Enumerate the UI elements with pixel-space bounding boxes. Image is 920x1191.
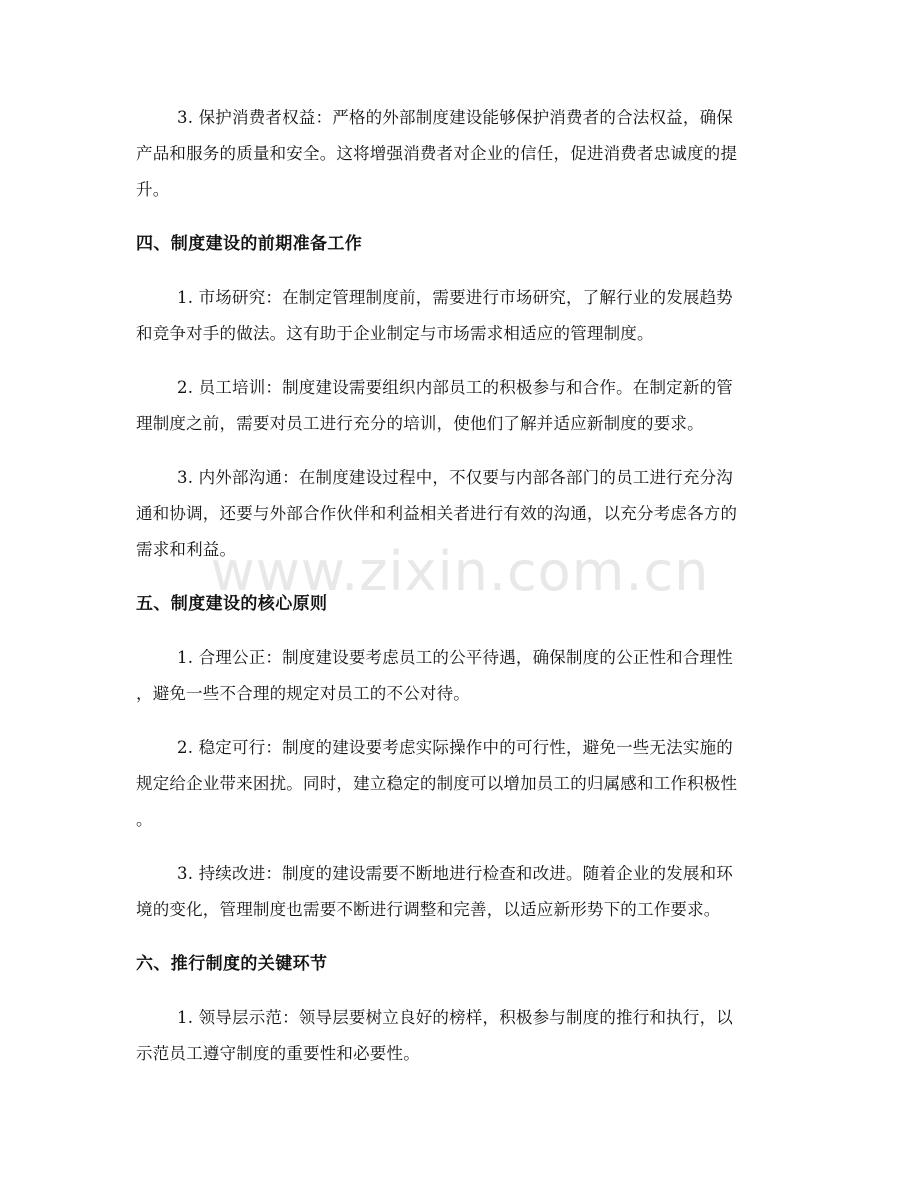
paragraph-line: 示范员工遵守制度的重要性和必要性。 [136, 1044, 420, 1063]
paragraph-line: 升。 [136, 180, 170, 199]
paragraph-line: 需求和利益。 [136, 540, 237, 559]
paragraph-line: ，避免一些不合理的规定对员工的不公对待。 [136, 684, 470, 703]
document-body [136, 100, 788, 1090]
paragraph [136, 280, 788, 352]
paragraph-line: 3. 持续改进：制度的建设需要不断地进行检查和改进。随着企业的发展和环 [177, 864, 733, 883]
paragraph-line: 通和协调，还要与外部合作伙伴和利益相关者进行有效的沟通，以充分考虑各方的 [136, 504, 738, 523]
paragraph [136, 100, 788, 208]
paragraph [136, 1000, 788, 1072]
paragraph-line: 3. 内外部沟通：在制度建设过程中，不仅要与内部各部门的员工进行充分沟 [177, 468, 733, 487]
paragraph-line: 产品和服务的质量和安全。这将增强消费者对企业的信任，促进消费者忠诚度的提 [136, 144, 738, 163]
section-heading: 五、制度建设的核心原则 [136, 594, 328, 614]
paragraph-line: 境的变化，管理制度也需要不断进行调整和完善，以适应新形势下的工作要求。 [136, 900, 721, 919]
paragraph-line: 理制度之前，需要对员工进行充分的培训，使他们了解并适应新制度的要求。 [136, 414, 704, 433]
section-heading: 六、推行制度的关键环节 [136, 954, 328, 974]
paragraph-line: 1. 市场研究：在制定管理制度前，需要进行市场研究，了解行业的发展趋势 [177, 288, 733, 307]
paragraph [136, 730, 788, 838]
paragraph-line: 2. 稳定可行：制度的建设要考虑实际操作中的可行性，避免一些无法实施的 [177, 738, 733, 757]
paragraph-line: 3. 保护消费者权益：严格的外部制度建设能够保护消费者的合法权益，确保 [177, 108, 733, 127]
paragraph-line: 2. 员工培训：制度建设需要组织内部员工的积极参与和合作。在制定新的管 [177, 378, 733, 397]
paragraph-line: 1. 领导层示范：领导层要树立良好的榜样，积极参与制度的推行和执行，以 [177, 1008, 733, 1027]
watermark: www.zixin.com.cn [210, 540, 710, 603]
paragraph [136, 370, 788, 442]
paragraph-line: 规定给企业带来困扰。同时，建立稳定的制度可以增加员工的归属感和工作积极性 [136, 774, 738, 793]
section-heading: 四、制度建设的前期准备工作 [136, 234, 363, 254]
paragraph-line: 1. 合理公正：制度建设要考虑员工的公平待遇，确保制度的公正性和合理性 [177, 648, 733, 667]
paragraph [136, 460, 788, 568]
paragraph [136, 640, 788, 712]
paragraph-line: 。 [136, 810, 153, 829]
paragraph [136, 856, 788, 928]
paragraph-line: 和竞争对手的做法。这有助于企业制定与市场需求相适应的管理制度。 [136, 324, 654, 343]
